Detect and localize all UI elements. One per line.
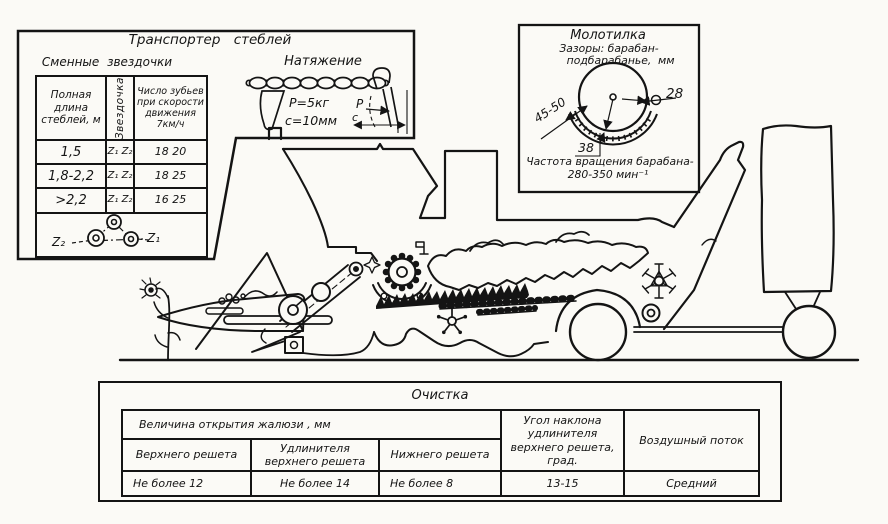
- chain: [246, 78, 388, 89]
- cell-teeth: 18 25: [134, 164, 207, 188]
- cleaning-table: [121, 409, 760, 497]
- sprocket-diagram-right-label: Z₁: [147, 231, 161, 245]
- tension-title: Натяжение: [284, 54, 362, 69]
- value-upper-sieve: Не более 12: [122, 471, 251, 496]
- table-row: [36, 140, 207, 164]
- cell-teeth: 16 25: [134, 188, 207, 213]
- straw-walker: [428, 240, 648, 290]
- col-header-lower-sieve: Нижнего решета: [379, 439, 501, 471]
- deflection-arrow-label: c: [352, 111, 359, 124]
- sunflower-plant: [140, 278, 180, 360]
- drum-circle: [579, 63, 647, 131]
- gap-entry-value: 45-50: [531, 94, 569, 126]
- force-arrow-label: P: [356, 97, 364, 111]
- trailer: [761, 125, 835, 358]
- cell-sprockets: Z₁ Z₂: [106, 188, 134, 213]
- cell-length: 1,5: [36, 140, 106, 164]
- cell-length: 1,8-2,2: [36, 164, 106, 188]
- rear-wheel: [570, 304, 626, 360]
- thresher-subtitle: Зазоры: барабан-подбарабанье,: [559, 42, 659, 68]
- body-front-edge: [283, 149, 377, 261]
- gap-exit-value: 28: [666, 86, 684, 102]
- louver-span-header: Величина открытия жалюзи , мм: [122, 410, 501, 439]
- col-header-airflow: Воздушный поток: [624, 410, 759, 471]
- drum-speed-line1: Частота вращения барабана-: [526, 155, 694, 168]
- value-lower-sieve: Не более 8: [379, 471, 501, 496]
- ring-bearing: [643, 305, 660, 322]
- value-airflow: Средний: [624, 471, 759, 496]
- gap-bottom-value: 38: [578, 140, 594, 155]
- sprocket-col-header-length: Полная длина стеблей, м: [36, 76, 106, 140]
- pendulum-arm: [383, 87, 398, 127]
- tow-bar: [634, 327, 786, 332]
- col-header-angle: Угол наклона удлинителя верхнего решета, град.: [501, 410, 624, 471]
- sparkle-icon: [364, 257, 380, 273]
- flag-marker: [416, 242, 428, 254]
- sprocket-diagram-left-label: Z₂: [52, 235, 66, 249]
- table-row: [122, 471, 759, 496]
- sprocket-table: [35, 75, 208, 258]
- sprocket-table-subtitle: Сменные звездочки: [41, 55, 173, 69]
- value-extension: Не более 14: [251, 471, 379, 496]
- col-header-extension: Удлинителя верхнего решета: [251, 439, 379, 471]
- left-guide-blade: [260, 91, 284, 129]
- tension-deflection-value: c=10мм: [285, 113, 338, 128]
- table-row: [36, 164, 207, 188]
- tension-force-value: P=5кг: [289, 95, 330, 110]
- trailer-wheel: [783, 306, 835, 358]
- table-row: [36, 188, 207, 213]
- cell-sprockets: Z₁ Z₂: [106, 164, 134, 188]
- value-angle: 13-15: [501, 471, 624, 496]
- conveyor-panel-title: Транспортер стеблей: [128, 32, 292, 48]
- thresher-title: Молотилка: [570, 28, 646, 43]
- star-wheel-rear: [643, 264, 676, 298]
- col-header-upper-sieve: Верхнего решета: [122, 439, 251, 471]
- sprocket-col-header-sprocket: Звездочка: [114, 77, 126, 140]
- cell-teeth: 18 20: [134, 140, 207, 164]
- thresher-subtitle-units: мм: [658, 54, 675, 67]
- cleaning-title: Очистка: [411, 388, 469, 403]
- drum-speed-line2: 280-350 мин⁻¹: [567, 168, 649, 181]
- sprocket-col-header-teeth: Число зубьев при скорости движения 7км/ч: [134, 76, 207, 140]
- cell-sprockets: Z₁ Z₂: [106, 140, 134, 164]
- cell-length: >2,2: [36, 188, 106, 213]
